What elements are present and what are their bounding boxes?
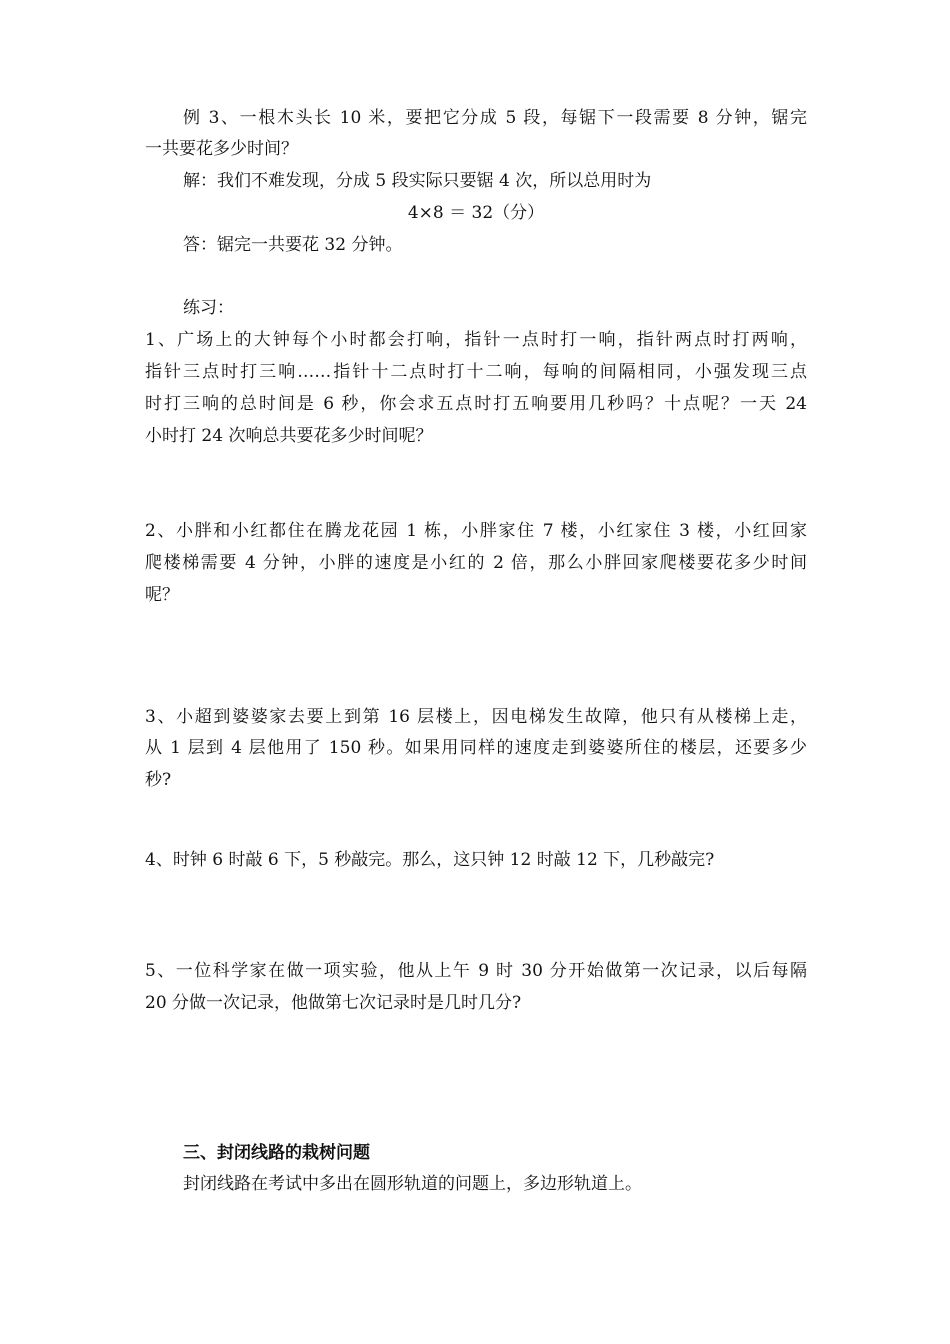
example-line-2: 一共要花多少时间？ bbox=[145, 139, 298, 159]
q3-line: 从 1 层到 4 层他用了 150 秒。如果用同样的速度走到婆婆所住的楼层，还要多少 bbox=[145, 738, 807, 758]
q3-line: 3、小超到婆婆家去要上到第 16 层楼上，因电梯发生故障，他只有从楼梯上走， bbox=[145, 707, 807, 727]
q3-line: 秒? bbox=[145, 770, 172, 790]
q2-line: 2、小胖和小红都住在腾龙花园 1 栋，小胖家住 7 楼，小红家住 3 楼，小红回家 bbox=[145, 521, 807, 541]
section-text: 封闭线路在考试中多出在圆形轨道的问题上，多边形轨道上。 bbox=[183, 1174, 642, 1194]
q2-line: 爬楼梯需要 4 分钟，小胖的速度是小红的 2 倍，那么小胖回家爬楼要花多少时间 bbox=[145, 553, 807, 573]
practice-title: 练习： bbox=[183, 298, 234, 318]
q1-line: 时打三响的总时间是 6 秒，你会求五点时打五响要用几秒吗？十点呢？一天 24 bbox=[145, 394, 807, 414]
q1-line: 小时打 24 次响总共要花多少时间呢？ bbox=[145, 426, 433, 446]
q4-line: 4、时钟 6 时敲 6 下，5 秒敲完。那么，这只钟 12 时敲 12 下，几秒敲完? bbox=[145, 850, 715, 870]
q5-line: 20 分做一次记录，他做第七次记录时是几时几分? bbox=[145, 993, 522, 1013]
example-answer: 答：锯完一共要花 32 分钟。 bbox=[183, 235, 403, 255]
example-solution: 解：我们不难发现，分成 5 段实际只要锯 4 次，所以总用时为 bbox=[183, 171, 652, 191]
q5-line: 5、一位科学家在做一项实验，他从上午 9 时 30 分开始做第一次记录，以后每隔 bbox=[145, 961, 807, 981]
example-formula: 4×8 ＝ 32（分） bbox=[407, 203, 545, 223]
q1-line: 指针三点时打三响……指针十二点时打十二响，每响的间隔相同，小强发现三点 bbox=[145, 362, 807, 382]
example-line-1: 例 3、一根木头长 10 米，要把它分成 5 段，每锯下一段需要 8 分钟，锯完 bbox=[183, 108, 807, 128]
section-heading: 三、封闭线路的栽树问题 bbox=[183, 1143, 370, 1163]
q2-line: 呢？ bbox=[145, 585, 179, 605]
q1-line: 1、广场上的大钟每个小时都会打响，指针一点时打一响，指针两点时打两响， bbox=[145, 330, 807, 350]
